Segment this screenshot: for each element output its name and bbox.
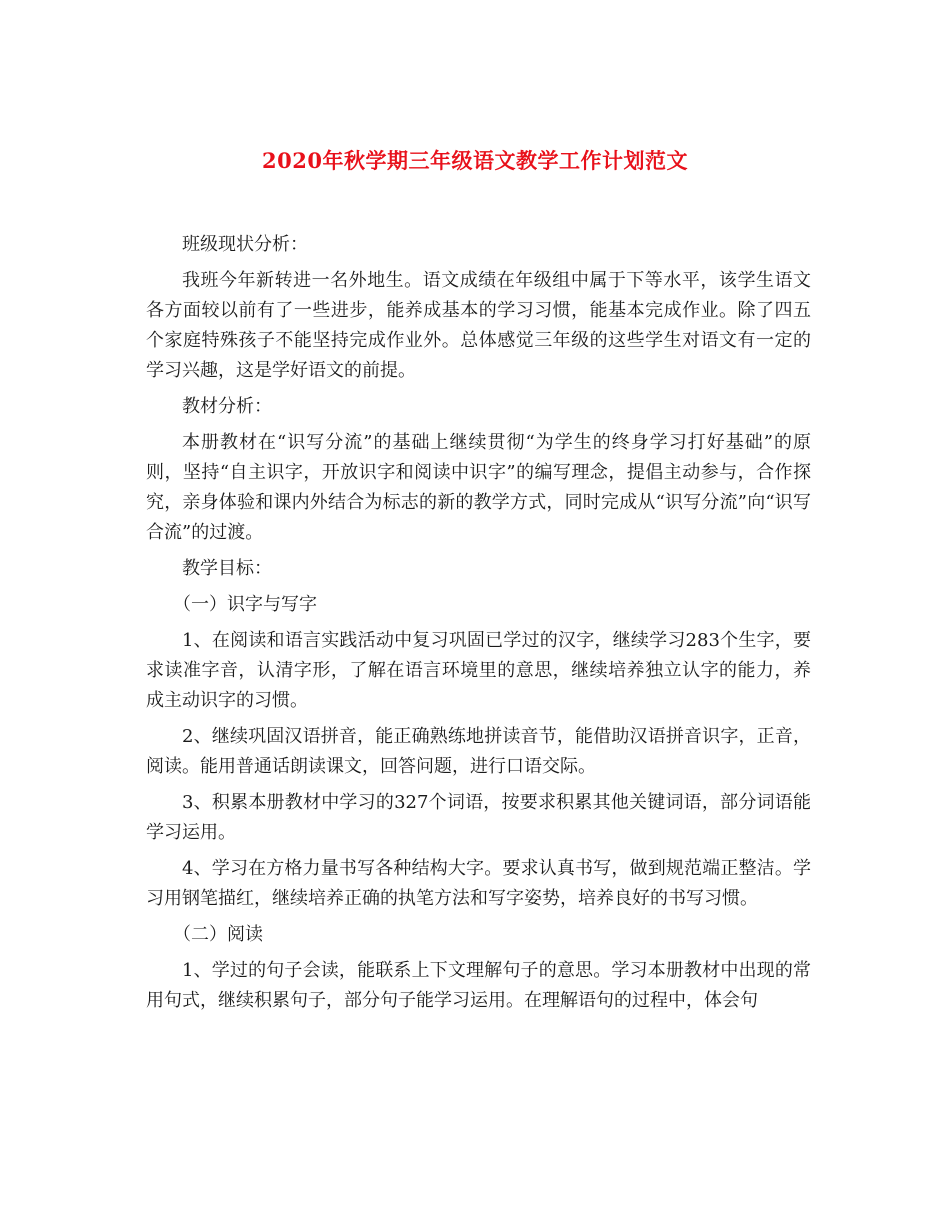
subsection-heading-reading: （二）阅读 [173,924,263,945]
paragraph-textbook-analysis: 本册教材在“识写分流”的基础上继续贯彻“为学生的终身学习打好基础”的原则，坚持“自主识字，开放识字和阅读中识字”的编写理念，提倡主动参与，合作探究，亲身体验和课内外结合为标志的新的教学方式，同时完成从“识写分流”向“识写合流”的过渡。 [146,432,811,543]
section-heading-textbook-analysis: 教材分析： [182,396,272,417]
document-title: 2020年秋学期三年级语文教学工作计划范文 [262,148,688,173]
list-item-goal-1: 1、在阅读和语言实践活动中复习巩固已学过的汉字，继续学习283个生字，要求读准字音，认清字形，了解在语言环境里的意思，继续培养独立认字的能力，养成主动识字的习惯。 [146,630,811,711]
section-heading-class-analysis: 班级现状分析： [182,234,308,255]
subsection-heading-literacy: （一）识字与写字 [173,594,317,615]
list-item-goal-4: 4、学习在方格力量书写各种结构大字。要求认真书写，做到规范端正整洁。学习用钢笔描红，继续培养正确的执笔方法和写字姿势，培养良好的书写习惯。 [146,858,811,909]
list-item-reading-1: 1、学过的句子会读，能联系上下文理解句子的意思。学习本册教材中出现的常用句式，继续积累句子，部分句子能学习运用。在理解语句的过程中，体会句 [146,960,811,1011]
section-heading-teaching-goals: 教学目标： [182,558,272,579]
paragraph-class-analysis: 我班今年新转进一名外地生。语文成绩在年级组中属于下等水平，该学生语文各方面较以前有了一些进步，能养成基本的学习习惯，能基本完成作业。除了四五个家庭特殊孩子不能坚持完成作业外。总体感觉三年级的这些学生对语文有一定的学习兴趣，这是学好语文的前提。 [146,270,811,381]
document-body [146,230,811,1022]
list-item-goal-3: 3、积累本册教材中学习的327个词语，按要求积累其他关键词语，部分词语能学习运用。 [146,792,811,843]
list-item-goal-2: 2、继续巩固汉语拼音，能正确熟练地拼读音节，能借助汉语拼音识字，正音，阅读。能用普通话朗读课文，回答问题，进行口语交际。 [146,726,811,777]
